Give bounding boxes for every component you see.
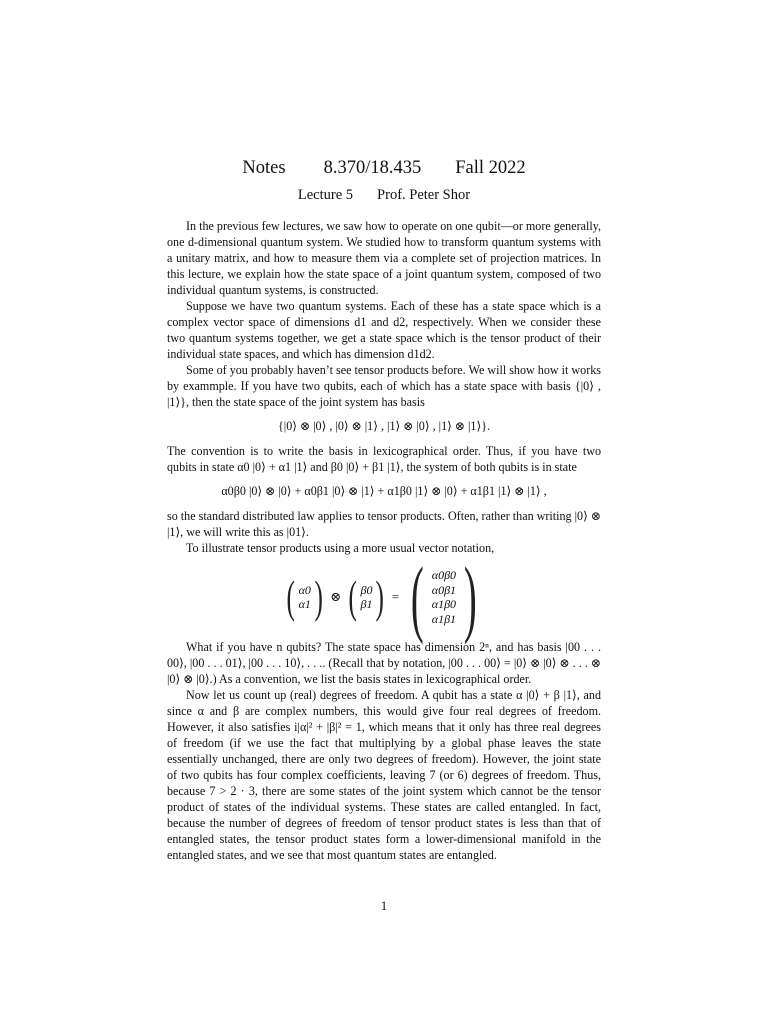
- page-subheader: [167, 187, 601, 204]
- tensor-operator: ⊗: [330, 589, 342, 604]
- vector-beta: ( β0 β1 ): [348, 571, 385, 622]
- document-body: [167, 218, 601, 863]
- document-page: [167, 0, 601, 1024]
- professor-name: Prof. Peter Shor: [377, 187, 471, 203]
- lecture-number: Lecture 5: [297, 187, 354, 203]
- equals-operator: =: [391, 589, 400, 604]
- vector-entry: α1: [298, 597, 311, 611]
- header-course: 8.370/18.435: [323, 158, 422, 178]
- vector-entry: α1β1: [431, 611, 457, 626]
- paragraph-convention: The convention is to write the basis in lexicographical order. Thus, if you have two qubits in state α0 |0⟩ + α1 |1⟩ and β0 |0⟩ + β1 |1⟩, the system of both qubits is in state: [167, 444, 601, 474]
- paragraph-example: Some of you probably haven’t see tensor products before. We will show how it works by exammple. If you have two qubits, each of which has a state space with basis {|0⟩ , |1⟩}, then the state space of the joint system has basis: [167, 363, 601, 409]
- vector-entry: α0β0: [431, 568, 457, 582]
- vector-product: ( α0β0 α0β1 α1β0 α1β1 ): [411, 549, 477, 645]
- header-term: Fall 2022: [455, 158, 526, 178]
- page-header: [167, 158, 601, 179]
- vector-entry: α0β1: [431, 582, 457, 597]
- equation-joint-state: α0β0 |0⟩ ⊗ |0⟩ + α0β1 |0⟩ ⊗ |1⟩ + α1β0 |1⟩ ⊗ |0⟩ + α1β1 |1⟩ ⊗ |1⟩ ,: [221, 484, 547, 498]
- paragraph-n-qubits: What if you have n qubits? The state space has dimension 2ⁿ, and has basis |00 . . . 00⟩, |00 . . . 01⟩, |00 . . . 10⟩, . . .. (Recall that by notation, |00 . . . 00⟩ = |0⟩ ⊗ |0⟩ ⊗ . . . ⊗ |0⟩ ⊗ |0⟩.) As a convention, we list the basis states in lexicographical order.: [167, 640, 601, 686]
- vector-alpha: ( α0 α1 ): [286, 571, 323, 622]
- paragraph-intro: In the previous few lectures, we saw how to operate on one qubit—or more generally, one d-dimensional quantum system. We studied how to transform quantum systems with a unitary matrix, and how to measure them via a complete set of projection matrices. In this lecture, we explain how the state space of a joint quantum system, composed of two individual quantum systems, is constructed.: [167, 219, 601, 297]
- page-number: 1: [380, 899, 388, 913]
- vector-entry: β0: [360, 582, 373, 597]
- paragraph-two-systems: Suppose we have two quantum systems. Each of these has a state space which is a complex vector space of dimensions d1 and d2, respectively. When we consider these two quantum systems together, we get a state space which is the tensor product of their individual state spaces, and which has dimension d1d2.: [167, 299, 601, 361]
- paragraph-distributive: so the standard distributed law applies to tensor products. Often, rather than writing |0⟩ ⊗ |1⟩, we will write this as |01⟩.: [167, 509, 601, 539]
- equation-tensor-vector: [167, 549, 601, 645]
- paragraph-vector-notation: To illustrate tensor products using a more usual vector notation,: [186, 541, 495, 555]
- header-notes: Notes: [242, 158, 286, 178]
- equation-basis: {|0⟩ ⊗ |0⟩ , |0⟩ ⊗ |1⟩ , |1⟩ ⊗ |0⟩ , |1⟩ ⊗ |1⟩}.: [277, 419, 491, 433]
- vector-entry: α1β0: [431, 597, 457, 611]
- vector-entry: β1: [360, 597, 373, 611]
- paragraph-degrees-of-freedom: Now let us count up (real) degrees of freedom. A qubit has a state α |0⟩ + β |1⟩, and since α and β are complex numbers, this would give four real degrees of freedom. However, it also satisfies i|α|² + |β|² = 1, which means that it only has three real degrees of freedom (if we use the fact that multiplying by a global phase leaves the state essentially unchanged, there are only two degrees of freedom). However, the joint state of two qubits has four complex coefficients, leaving 7 (or 6) degrees of freedom. Thus, because 7 > 2 · 3, there are some states of the joint system which cannot be the tensor product of states of the individual systems. These states are called entangled. In fact, because the number of degrees of freedom of tensor product states is less than that of entangled states, the tensor product states form a lower-dimensional manifold in the entangled states, and we see that most quantum states are entangled.: [167, 688, 601, 862]
- vector-entry: α0: [298, 582, 311, 597]
